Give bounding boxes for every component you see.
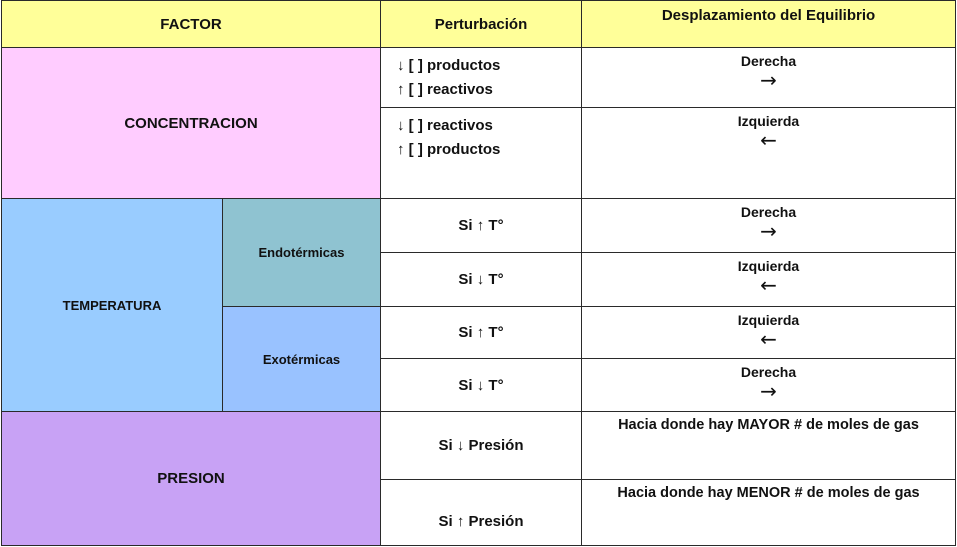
header-factor <box>1 0 381 48</box>
perturbation-concentration-2 <box>380 107 582 199</box>
shift-direction: Hacia donde hay MENOR # de moles de gas <box>617 485 920 501</box>
shift-concentration-2 <box>581 107 956 199</box>
right-arrow-icon: → <box>760 68 777 92</box>
factor-temperature <box>1 198 223 412</box>
perturbation-line: ↓ [ ] productos <box>397 57 501 74</box>
factor-pressure-label: PRESION <box>157 470 225 487</box>
header-factor-label: FACTOR <box>160 15 222 33</box>
perturbation-line: ↑ [ ] productos <box>397 141 501 158</box>
perturbation-pressure-2 <box>380 479 582 546</box>
perturbation-text: Si ↓ Presión <box>438 437 524 454</box>
shift-exo-1 <box>581 306 956 359</box>
subfactor-exothermic-label: Exotérmicas <box>262 351 341 367</box>
right-arrow-icon: → <box>760 379 777 403</box>
shift-pressure-2 <box>581 479 956 546</box>
shift-pressure-1 <box>581 411 956 480</box>
left-arrow-icon: ← <box>760 128 777 152</box>
perturbation-exo-2 <box>380 358 582 412</box>
shift-direction: Izquierda <box>737 312 800 328</box>
shift-direction: Derecha <box>740 204 797 220</box>
factor-concentration-label: CONCENTRACION <box>124 114 258 132</box>
header-perturbation <box>380 0 582 48</box>
shift-direction: Hacia donde hay MAYOR # de moles de gas <box>618 417 919 433</box>
shift-endo-1 <box>581 198 956 253</box>
perturbation-text: Si ↓ T° <box>458 376 504 394</box>
subfactor-endothermic-label: Endotérmicas <box>258 245 345 260</box>
perturbation-pressure-1 <box>380 411 582 480</box>
perturbation-line: ↑ [ ] reactivos <box>397 81 493 98</box>
perturbation-endo-1 <box>380 198 582 253</box>
header-shift-label: Desplazamiento del Equilibrio <box>661 7 876 24</box>
factor-pressure <box>1 411 381 546</box>
perturbation-line: ↓ [ ] reactivos <box>397 117 493 134</box>
left-arrow-icon: ← <box>760 327 777 351</box>
factor-concentration <box>1 47 381 199</box>
header-shift <box>581 0 956 48</box>
shift-direction: Derecha <box>740 364 797 380</box>
subfactor-endothermic <box>222 198 381 307</box>
factor-temperature-label: TEMPERATURA <box>62 297 162 313</box>
shift-direction: Izquierda <box>737 113 800 129</box>
subfactor-exothermic <box>222 306 381 412</box>
right-arrow-icon: → <box>760 219 777 243</box>
perturbation-text: Si ↓ T° <box>458 271 504 288</box>
perturbation-concentration-1 <box>380 47 582 108</box>
perturbation-endo-2 <box>380 252 582 307</box>
perturbation-text: Si ↑ T° <box>458 217 504 234</box>
shift-exo-2 <box>581 358 956 412</box>
header-perturbation-label: Perturbación <box>434 15 528 33</box>
shift-direction: Derecha <box>740 53 797 69</box>
left-arrow-icon: ← <box>760 273 777 297</box>
perturbation-text: Si ↑ T° <box>458 324 504 341</box>
perturbation-text: Si ↑ Presión <box>438 513 524 530</box>
shift-direction: Izquierda <box>737 258 800 274</box>
shift-concentration-1 <box>581 47 956 108</box>
shift-endo-2 <box>581 252 956 307</box>
perturbation-exo-1 <box>380 306 582 359</box>
